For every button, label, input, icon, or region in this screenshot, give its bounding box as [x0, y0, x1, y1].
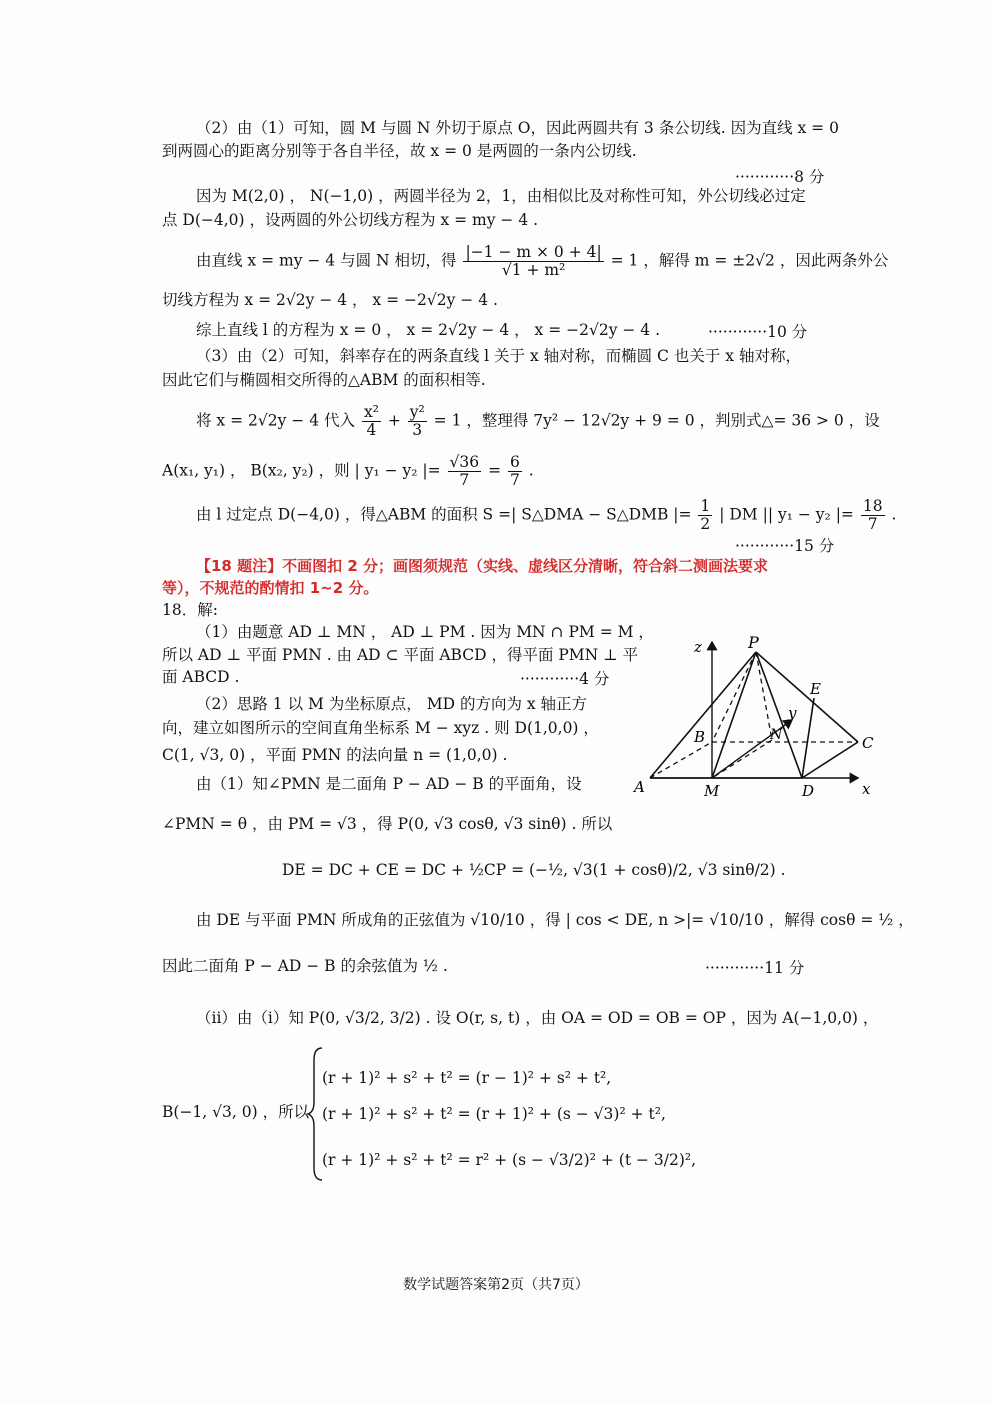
text-line: [196, 244, 888, 279]
label-N: N: [770, 727, 783, 743]
fraction: [408, 404, 427, 439]
denominator: 7: [459, 471, 470, 489]
numerator: 6: [510, 453, 520, 471]
label-z: z: [694, 638, 702, 656]
fraction: [698, 498, 712, 533]
text-segment: A(x₁, y₁) ， B(x₂, y₂) ，则 | y₁ − y₂ |=: [162, 461, 441, 480]
pyramid-figure: [630, 628, 880, 800]
text-line: DE = DC + CE = DC + ½CP = (−½, √3(1 + cosθ)/2, √3 sinθ/2) .: [282, 861, 786, 879]
text-line: 向，建立如图所示的空间直角坐标系 M − xyz . 则 D(1,0,0) ，: [162, 719, 599, 737]
text-segment: = 1 ，整理得 7y² − 12√2y + 9 = 0 ，判别式△= 36 > 0 ，设: [433, 411, 880, 430]
text-line: 因此二面角 P − AD − B 的余弦值为 ½ .: [162, 957, 448, 975]
fraction: [861, 498, 885, 533]
text-line: 面 ABCD .: [162, 668, 240, 686]
text-segment: 由直线 x = my − 4 与圆 N 相切，得: [196, 251, 457, 270]
text-line: ∠PMN = θ ，由 PM = √3 ，得 P(0, √3 cosθ, √3 sinθ) . 所以: [162, 815, 613, 833]
text-segment: 将 x = 2√2y − 4 代入: [196, 411, 355, 430]
grading-note: 等），不规范的酌情扣 1~2 分。: [162, 579, 379, 597]
text-line: 将 x = 2√2y − 4 代入 $\frac{\text{x²}}{4}$ + $\frac{\text{y²}}{3}$ = 1 ，整理得 7y² − 12√2y + 9 = 0 ，判别式△= 36 > 0 ，设: [196, 403, 880, 439]
text-line: 由 l 过定点 D(−4,0) ，得△ABM 的面积 S =| S△DMA − S△DMB |= $\frac{1}{2}$ | DM || y₁ − y₂ |= $\frac{18}{7}$ .: [196, 497, 897, 533]
text-segment: = 1 ，解得 m = ±2√2 ，因此两条外公: [610, 251, 889, 270]
text-line: 由 DE 与平面 PMN 所成角的正弦值为 √10/10 ，得 | cos < DE, n >|= √10/10 ，解得 cosθ = ½ ，: [196, 911, 914, 929]
numerator: √36: [449, 453, 480, 471]
denominator: 3: [412, 421, 423, 439]
score-mark: ············4 分: [520, 670, 610, 688]
text-segment: 由 l 过定点 D(−4,0) ，得△ABM 的面积 S =| S△DMA − S△DMB |=: [196, 505, 692, 524]
equation-line: (r + 1)² + s² + t² = (r − 1)² + s² + t²,: [322, 1069, 612, 1087]
denominator: 7: [510, 471, 520, 489]
score-mark: ············10 分: [708, 323, 808, 341]
text-line: 到两圆心的距离分别等于各自半径，故 x = 0 是两圆的一条内公切线.: [162, 142, 637, 160]
text-line: （1）由题意 AD ⊥ MN ， AD ⊥ PM . 因为 MN ∩ PM = M ，: [196, 623, 654, 641]
fraction: [362, 404, 381, 439]
label-x: x: [862, 780, 871, 798]
equation-line: (r + 1)² + s² + t² = r² + (s − √3/2)² + (t − 3/2)²,: [322, 1151, 697, 1169]
label-C: C: [862, 734, 874, 752]
fraction: [448, 454, 482, 489]
score-mark: ············8 分: [735, 168, 825, 186]
score-mark: ············15 分: [735, 537, 835, 555]
denominator: 4: [366, 421, 377, 439]
question-number: 18．解:: [162, 601, 218, 619]
text-line: （2）由（1）可知，圆 M 与圆 N 外切于原点 O，因此两圆共有 3 条公切线. 因为直线 x = 0: [196, 119, 839, 137]
label-E: E: [810, 680, 821, 698]
page-footer: 数学试题答案第2页（共7页）: [403, 1277, 589, 1293]
label-D: D: [802, 782, 815, 800]
text-line: 由（1）知∠PMN 是二面角 P − AD − B 的平面角，设: [196, 775, 582, 793]
label-P: P: [748, 633, 759, 652]
label-M: M: [704, 782, 720, 800]
text-line: （3）由（2）可知，斜率存在的两条直线 l 关于 x 轴对称，而椭圆 C 也关于 x 轴对称，: [196, 347, 801, 365]
text-line: （ii）由（i）知 P(0, √3/2, 3/2) . 设 O(r, s, t) ，由 OA = OD = OB = OP ，因为 A(−1,0,0) ，: [196, 1009, 879, 1027]
denominator: 7: [867, 515, 878, 533]
numerator: y²: [409, 403, 425, 421]
text-line: 所以 AD ⊥ 平面 PMN . 由 AD ⊂ 平面 ABCD ，得平面 PMN ⊥ 平: [162, 646, 639, 664]
equation-line: (r + 1)² + s² + t² = (r + 1)² + (s − √3)² + t²,: [322, 1105, 666, 1123]
text-line: （2）思路 1 以 M 为坐标原点， MD 的方向为 x 轴正方: [196, 695, 588, 713]
fraction: [463, 244, 603, 279]
numerator: x²: [363, 403, 379, 421]
text-line: 切线方程为 x = 2√2y − 4 ， x = −2√2y − 4 .: [162, 291, 498, 309]
denominator: 2: [700, 515, 711, 533]
text-line: C(1, √3, 0) ，平面 PMN 的法向量 n = (1,0,0) .: [162, 746, 508, 764]
numerator: 1: [700, 497, 711, 515]
text-segment: | DM || y₁ − y₂ |=: [719, 505, 854, 524]
fraction: [508, 454, 522, 489]
label-y: y: [788, 704, 797, 722]
text-line: 点 D(−4,0) ，设两圆的外公切线方程为 x = my − 4 .: [162, 211, 539, 229]
text-line: 综上直线 l 的方程为 x = 0 ， x = 2√2y − 4 ， x = −2√2y − 4 .: [196, 321, 661, 339]
numerator: |−1 − m × 0 + 4|: [465, 243, 602, 261]
numerator: 18: [862, 497, 883, 515]
text-line: B(−1, √3, 0) ，所以: [162, 1103, 310, 1121]
score-mark: ············11 分: [705, 959, 805, 977]
text-line: 因此它们与椭圆相交所得的△ABM 的面积相等.: [162, 371, 486, 389]
label-A: A: [634, 778, 645, 796]
text-line: 因为 M(2,0) ， N(−1,0) ，两圆半径为 2，1，由相似比及对称性可知，外公切线必过定: [196, 187, 806, 205]
grading-note: 【18 题注】不画图扣 2 分；画图须规范（实线、虚线区分清晰，符合斜二测画法要求: [196, 557, 768, 575]
label-B: B: [694, 728, 706, 746]
text-line: A(x₁, y₁) ， B(x₂, y₂) ，则 | y₁ − y₂ |= $\frac{√36}{7}$ = $\frac{6}{7}$ .: [162, 453, 534, 489]
denominator: √1 + m²: [501, 261, 566, 279]
